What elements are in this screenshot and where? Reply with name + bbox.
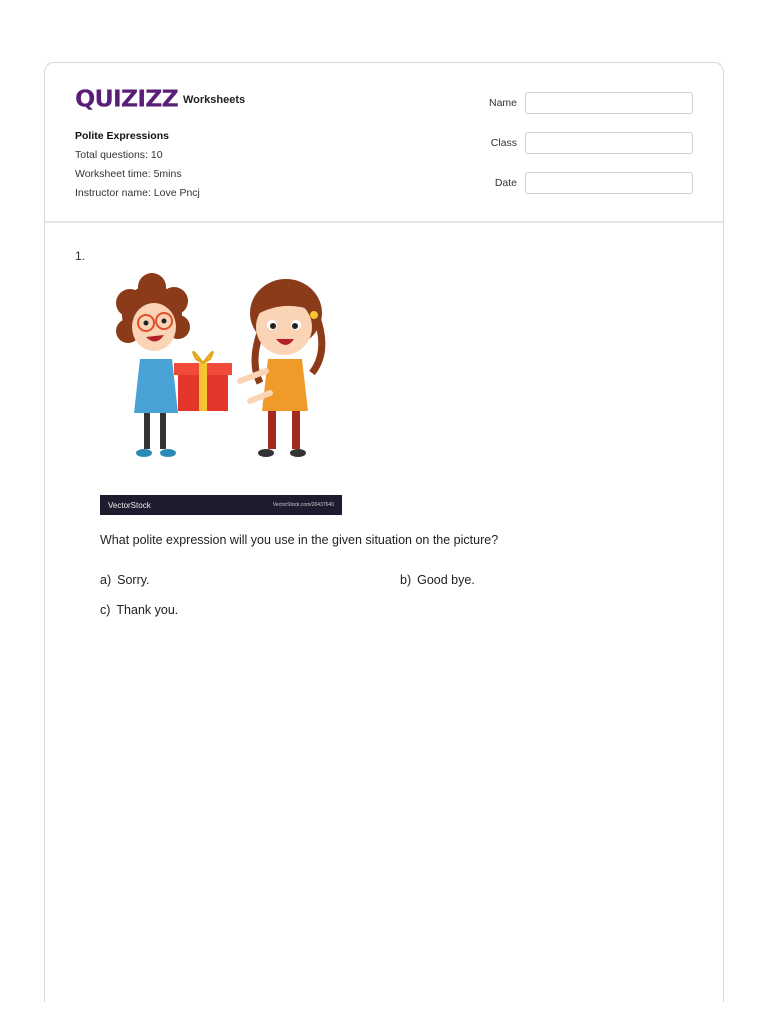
question-1 <box>75 249 695 617</box>
date-label: Date <box>494 177 517 189</box>
option-letter: b) <box>400 573 412 587</box>
question-text: What polite expression will you use in the given situation on the picture? <box>100 533 499 547</box>
date-row <box>463 171 693 195</box>
quizizz-logo: QUIZIZZ <box>75 85 178 113</box>
question-number: 1. <box>75 249 86 263</box>
student-fields <box>463 91 693 211</box>
class-field[interactable] <box>525 132 693 154</box>
instructor-name: Instructor name: Love Pncj <box>75 187 200 199</box>
class-label: Class <box>490 137 517 149</box>
worksheet-title: Polite Expressions <box>75 130 169 142</box>
option-letter: a) <box>100 573 112 587</box>
question-picture <box>100 263 342 515</box>
option-c[interactable] <box>100 603 178 617</box>
name-label: Name <box>488 97 517 109</box>
worksheet-time: Worksheet time: 5mins <box>75 168 182 180</box>
kids-gift-illustration <box>100 263 342 495</box>
worksheet-card <box>44 62 724 1002</box>
option-a[interactable] <box>100 573 150 587</box>
date-field[interactable] <box>525 172 693 194</box>
worksheet-header <box>45 63 723 223</box>
product-label: Worksheets <box>182 94 246 106</box>
total-questions: Total questions: 10 <box>75 149 163 161</box>
option-text: Good bye. <box>417 573 475 587</box>
option-text: Thank you. <box>116 603 179 617</box>
option-letter: c) <box>100 603 111 617</box>
class-row <box>463 131 693 155</box>
gift-box-icon <box>174 352 232 411</box>
girl-right-illustration <box>240 279 322 457</box>
option-text: Sorry. <box>117 573 150 587</box>
option-b[interactable] <box>400 573 475 587</box>
stock-url: VectorStock.com/20437640 <box>272 502 334 508</box>
stock-watermark-bar <box>100 495 342 515</box>
stock-brand: VectorStock <box>108 500 151 510</box>
name-field[interactable] <box>525 92 693 114</box>
name-row <box>463 91 693 115</box>
worksheet-meta <box>75 127 200 203</box>
brand <box>75 85 245 113</box>
